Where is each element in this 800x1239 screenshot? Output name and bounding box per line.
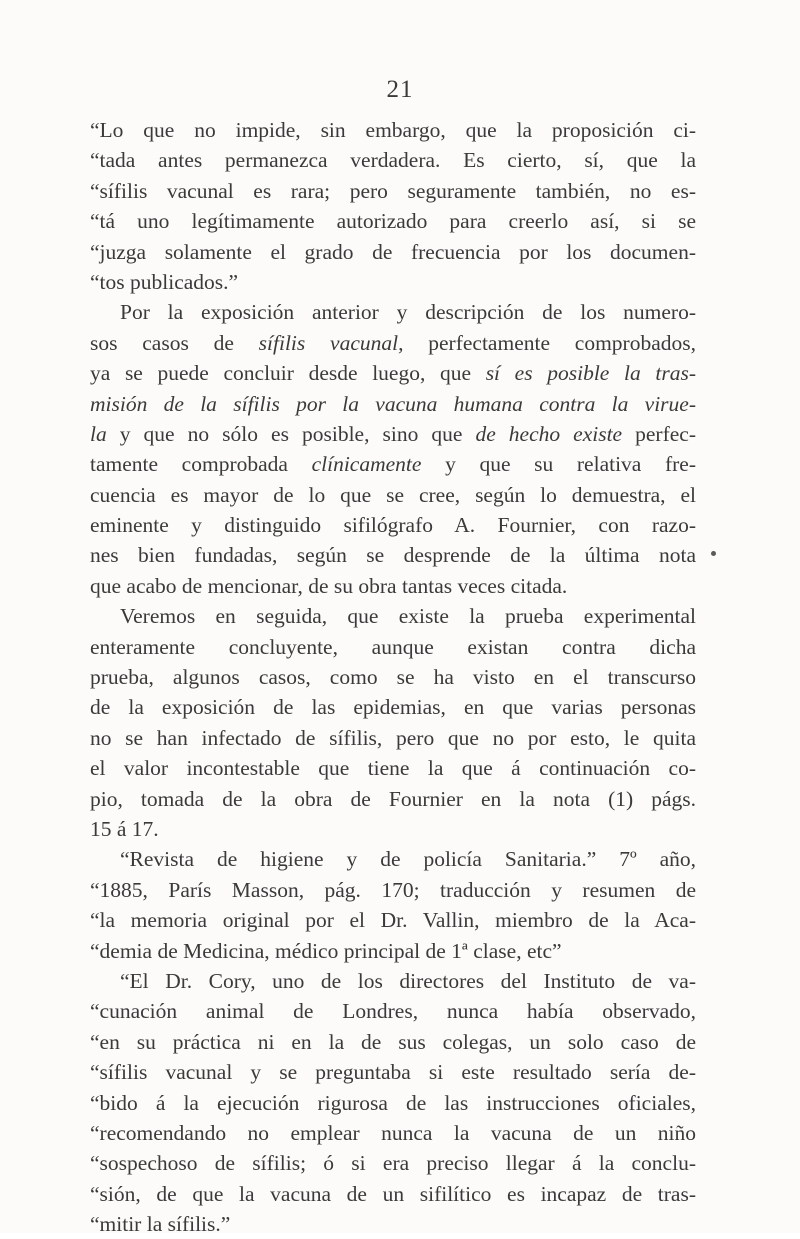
text-line xyxy=(90,480,696,510)
text-line xyxy=(90,875,696,905)
text-segment: no se han infectado de sífilis, pero que no por esto, le quita xyxy=(90,725,696,750)
text-segment: “cunación animal de Londres, nunca había observado, xyxy=(90,999,696,1024)
text-segment: nes bien fundadas, según se desprende de la última nota xyxy=(90,543,696,568)
text-segment: “Revista de higiene y de policía Sanitaria.” 7º año, xyxy=(120,847,696,872)
text-line xyxy=(90,996,696,1026)
text-line xyxy=(90,115,696,145)
text-line xyxy=(90,510,696,540)
text-line xyxy=(90,632,696,662)
body-text xyxy=(90,115,696,1239)
text-segment: que acabo de mencionar, de su obra tantas veces citada. xyxy=(90,573,568,598)
text-segment: 15 á 17. xyxy=(90,816,159,841)
text-line xyxy=(90,936,696,966)
italic-text: de hecho existe xyxy=(475,421,623,446)
text-segment: “tá uno legítimamente autorizado para creerlo así, si se xyxy=(90,209,696,234)
text-line xyxy=(90,753,696,783)
text-segment: “la memoria original por el Dr. Vallin, miembro de la Aca- xyxy=(90,908,696,933)
text-segment: y que no sólo es posible, sino que xyxy=(106,421,476,446)
text-line xyxy=(90,784,696,814)
text-line xyxy=(90,571,696,601)
text-segment: eminente y distinguido sifilógrafo A. Fournier, con razo- xyxy=(90,513,696,538)
text-segment: pio, tomada de la obra de Fournier en la nota (1) págs. xyxy=(90,786,696,811)
text-line xyxy=(90,389,696,419)
italic-text: misión de la sífilis por la vacuna humana contra la virue- xyxy=(90,391,696,416)
text-segment: “sospechoso de sífilis; ó si era preciso llegar á la conclu- xyxy=(90,1151,696,1176)
italic-text: sífilis vacunal, xyxy=(258,330,404,355)
text-segment: de la exposición de las epidemias, en que varias personas xyxy=(90,695,696,720)
page-number: 21 xyxy=(386,76,414,103)
text-segment: el valor incontestable que tiene la que á continuación co- xyxy=(90,756,696,781)
text-line xyxy=(90,844,696,874)
text-segment: “tada antes permanezca verdadera. Es cierto, sí, que la xyxy=(90,148,696,173)
text-segment: perfec- xyxy=(622,421,696,446)
text-line xyxy=(90,297,696,327)
text-line xyxy=(90,237,696,267)
text-segment: cuencia es mayor de lo que se cree, según lo demuestra, el xyxy=(90,482,696,507)
text-segment: “sión, de que la vacuna de un sifilítico es incapaz de tras- xyxy=(90,1181,696,1206)
text-segment: “mitir la sífilis.” xyxy=(90,1212,231,1237)
text-segment: sos casos de xyxy=(90,330,259,355)
text-segment: “sífilis vacunal es rara; pero seguramente también, no es- xyxy=(90,178,696,203)
text-line xyxy=(90,267,696,297)
text-segment: Veremos en seguida, que existe la prueba experimental xyxy=(120,604,696,629)
text-line xyxy=(90,1057,696,1087)
text-segment: “juzga solamente el grado de frecuencia por los documen- xyxy=(90,239,696,264)
text-line xyxy=(90,1148,696,1178)
text-line xyxy=(90,449,696,479)
text-segment: “1885, París Masson, pág. 170; traducción y resumen de xyxy=(90,877,696,902)
italic-text: clínicamente xyxy=(311,452,422,477)
text-segment: Por la exposición anterior y descripción de los numero- xyxy=(120,300,696,325)
text-segment: “Lo que no impide, sin embargo, que la proposición ci- xyxy=(90,118,696,142)
text-line xyxy=(90,662,696,692)
text-segment: “demia de Medicina, médico principal de 1ª clase, etc” xyxy=(90,938,562,963)
text-segment: ya se puede concluir desde luego, que xyxy=(90,361,486,386)
text-line xyxy=(90,145,696,175)
text-segment: “en su práctica ni en la de sus colegas, un solo caso de xyxy=(90,1029,696,1054)
text-line xyxy=(90,540,696,570)
text-segment: tamente comprobada xyxy=(90,452,312,477)
text-line xyxy=(90,1088,696,1118)
italic-text: sí es posible la tras- xyxy=(485,361,696,386)
text-line xyxy=(90,601,696,631)
text-line xyxy=(90,814,696,844)
text-segment: perfectamente comprobados, xyxy=(403,330,696,355)
text-line xyxy=(90,328,696,358)
italic-text: la xyxy=(90,421,107,446)
text-segment: enteramente concluyente, aunque existan contra dicha xyxy=(90,634,696,659)
ink-speck xyxy=(711,551,716,556)
text-segment: prueba, algunos casos, como se ha visto en el transcurso xyxy=(90,665,696,690)
text-line xyxy=(90,358,696,388)
text-segment: “recomendando no emplear nunca la vacuna de un niño xyxy=(90,1120,696,1145)
text-line xyxy=(90,1027,696,1057)
text-line xyxy=(90,692,696,722)
text-line xyxy=(90,1209,696,1239)
text-segment: “El Dr. Cory, uno de los directores del Instituto de va- xyxy=(120,968,696,993)
text-line xyxy=(90,723,696,753)
text-line xyxy=(90,1179,696,1209)
text-segment: “sífilis vacunal y se preguntaba si este resultado sería de- xyxy=(90,1060,696,1085)
text-line xyxy=(90,419,696,449)
text-segment: “bido á la ejecución rigurosa de las instrucciones oficiales, xyxy=(90,1090,696,1115)
text-line xyxy=(90,206,696,236)
text-line xyxy=(90,966,696,996)
text-line xyxy=(90,1118,696,1148)
text-line xyxy=(90,905,696,935)
text-segment: “tos publicados.” xyxy=(90,269,239,294)
text-line xyxy=(90,176,696,206)
text-segment: y que su relativa fre- xyxy=(421,452,697,477)
